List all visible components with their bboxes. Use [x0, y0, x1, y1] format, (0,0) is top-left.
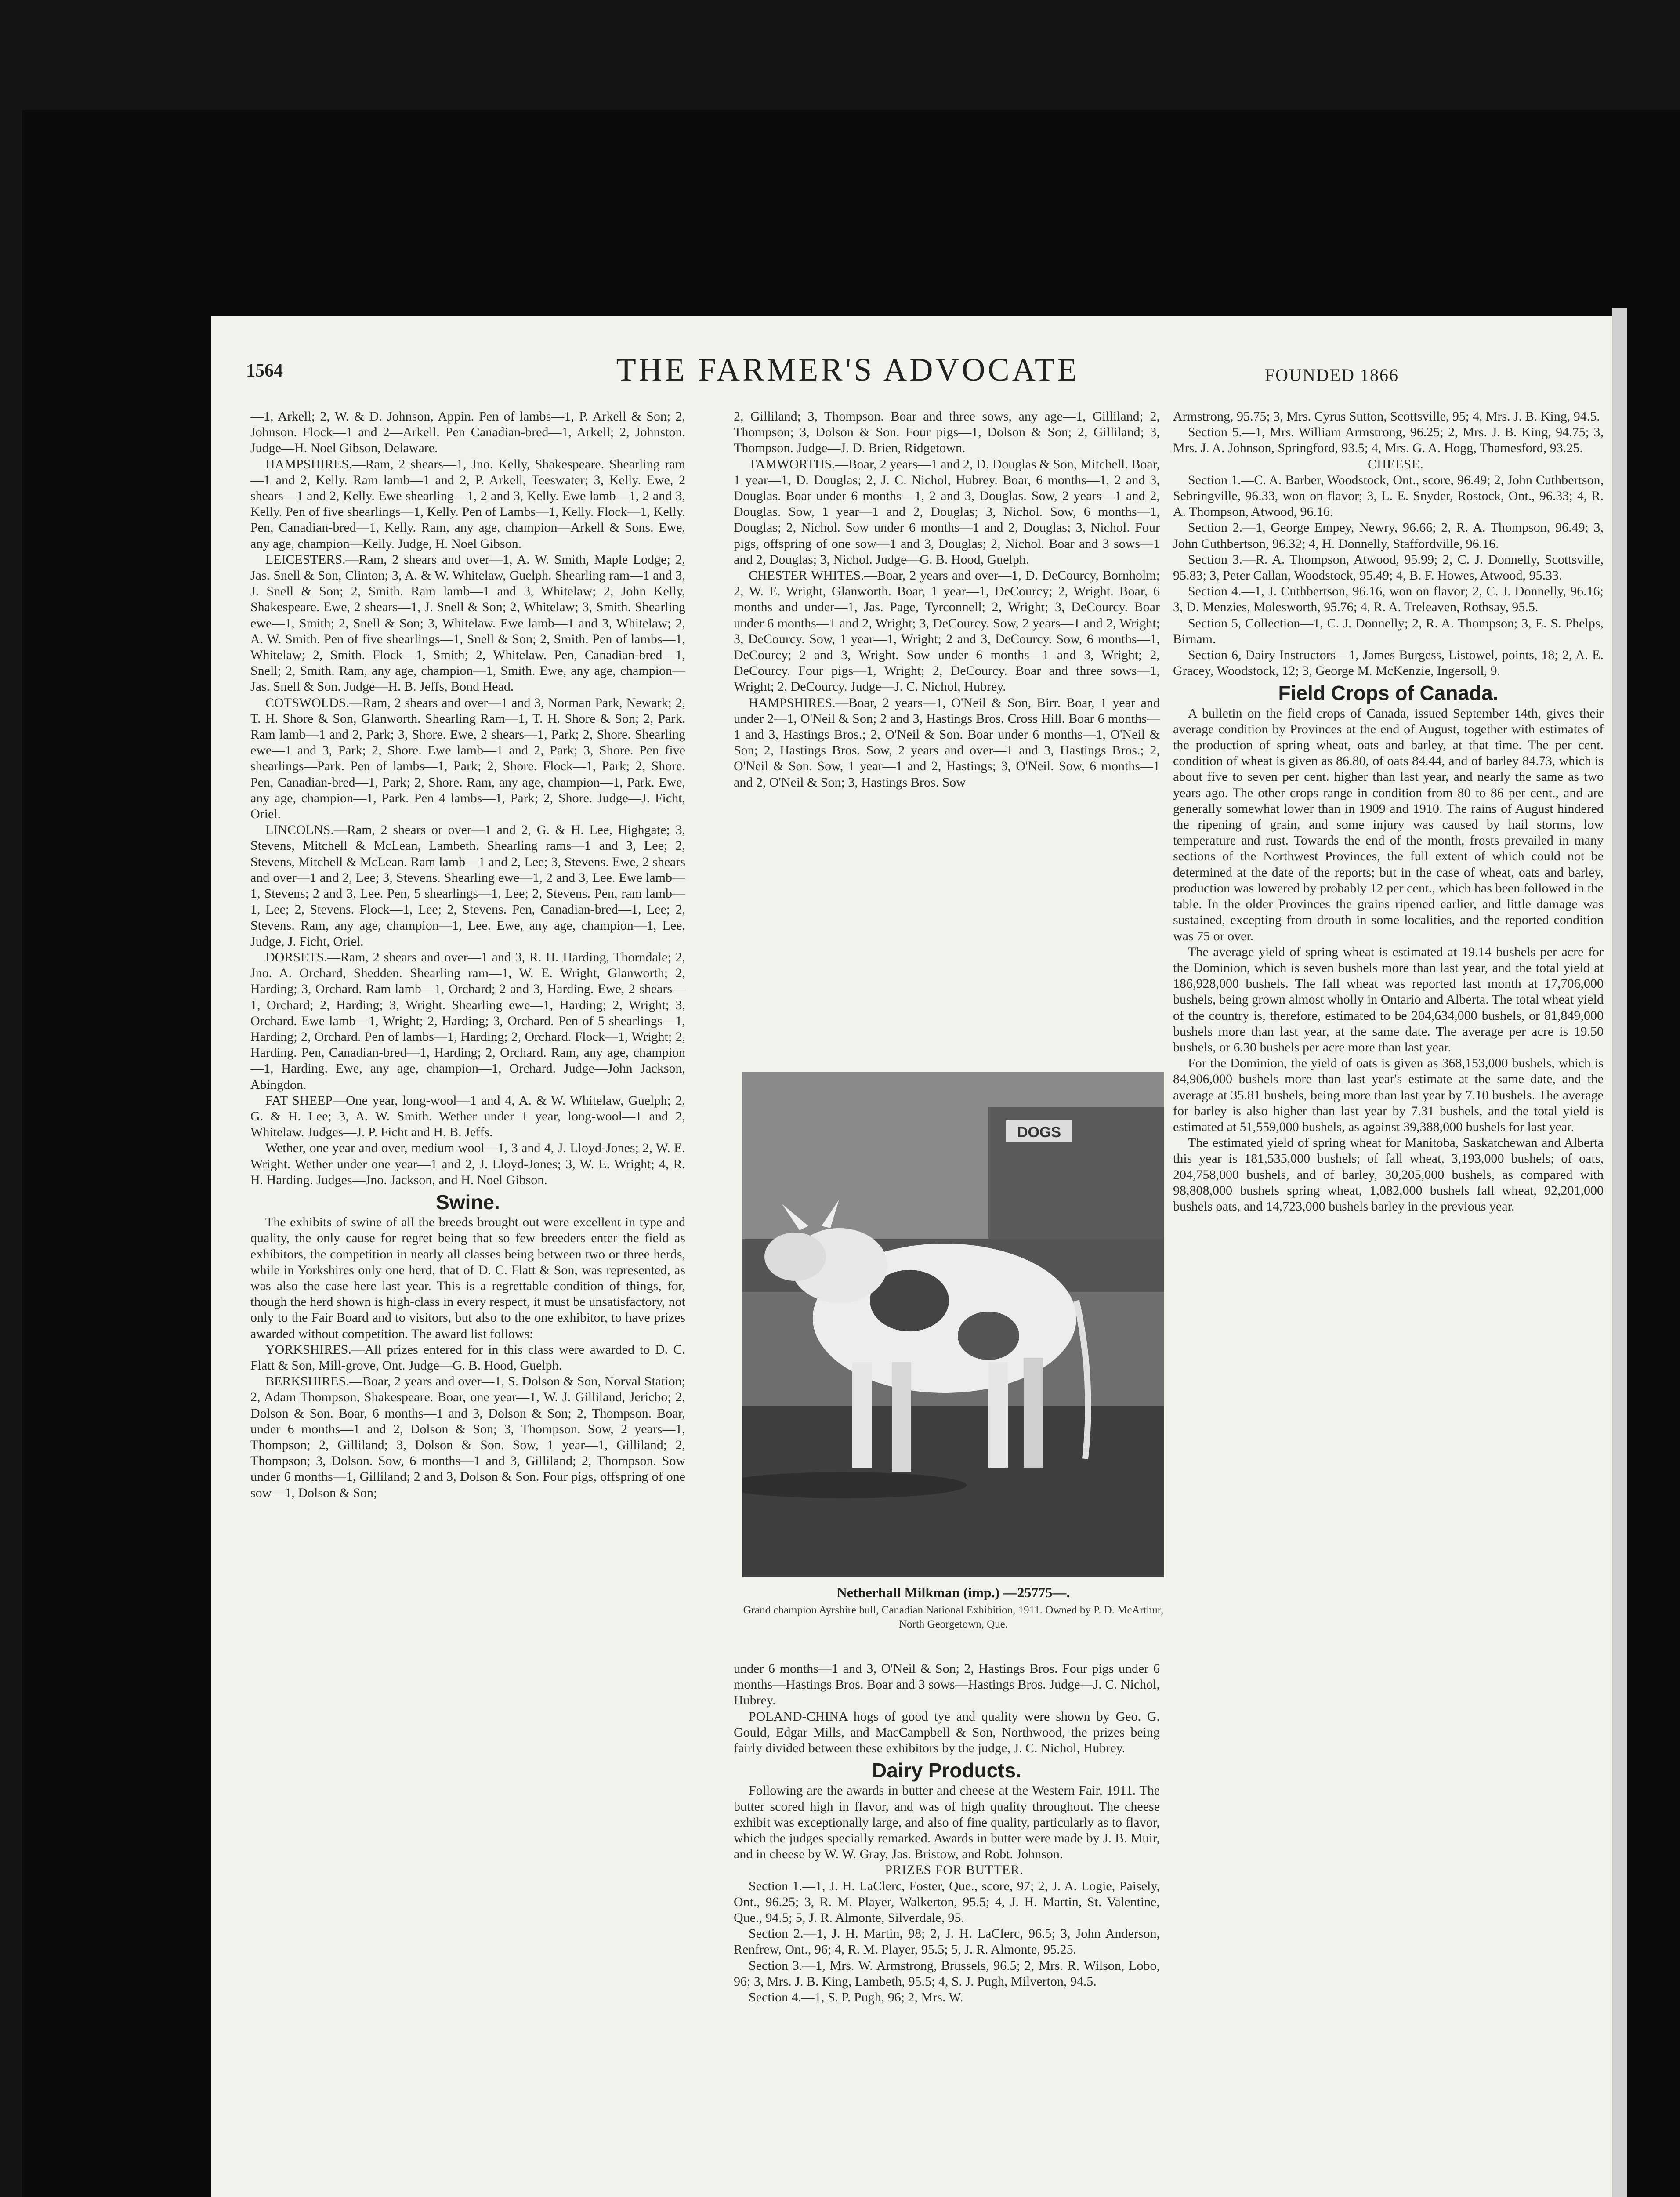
photo-caption-title: Netherhall Milkman (imp.) —25775—. [836, 1584, 1070, 1600]
paragraph: under 6 months—1 and 3, O'Neil & Son; 2, Hastings Bros. Four pigs under 6 months—Hastings Bros. Boar and 3 sows—Hastings Bros. Judge—J. C. Nichol, Hubrey. [734, 1661, 1160, 1708]
paragraph: Section 1.—1, J. H. LaClerc, Foster, Que., score, 97; 2, J. A. Logie, Paisely, Ont., 96.25; 3, R. M. Player, Walkerton, 95.5; 4, J. H. Martin, St. Valentine, Que., 94.5; 5, J. R. Almonte, Silverdale, 95. [734, 1878, 1160, 1925]
paragraph: Following are the awards in butter and cheese at the Western Fair, 1911. The butter scored high in flavor, and was of high quality throughout. The cheese exhibit was exceptionally large, and also of fine quality, particularly as to flavor, which the judges specially remarked. Awards in butter were made by J. B. Muir, and in cheese by W. W. Gray, Jas. Bristow, and Robt. Johnson. [734, 1783, 1160, 1862]
paragraph: Section 6, Dairy Instructors—1, James Burgess, Listowel, points, 18; 2, A. E. Gracey, Woodstock, 12; 3, George M. McKenzie, Ingersoll, 9. [1173, 648, 1604, 678]
subheading-cheese: CHEESE. [1368, 457, 1424, 471]
paragraph: LINCOLNS.—Ram, 2 shears or over—1 and 2, G. & H. Lee, Highgate; 3, Stevens, Mitchell & McLean, Lambeth. Shearling rams—1 and 3, Lee; 2, Stevens, Mitchell & McLean. Ram lamb—1 and 2, Lee; 3, Stevens. Ewe, 2 shears and over—1 and 2, Lee; 3, Stevens. Shearling ewe—1, 2 and 3, Lee. Ewe lamb—1, Stevens; 2 and 3, Lee. Pen, 5 shearlings—1, Lee; 2, Stevens. Pen, ram lamb—1, Lee; 2, Stevens. Flock—1, Lee; 2, Stevens. Pen, Canadian-bred—1, Lee; 2, Stevens. Ram, any age, champion—1, Lee. Ewe, any age, champion—1, Lee. Judge, J. Ficht, Oriel. [250, 823, 685, 949]
paragraph: The estimated yield of spring wheat for Manitoba, Saskatchewan and Alberta this year is 181,535,000 bushels; of fall wheat, 3,193,000 bushels; of oats, 204,758,000 bushels, and of barley, 30,205,000 bushels, as compared with 98,808,000 bushels spring wheat, 1,082,000 bushels fall wheat, 92,201,000 bushels oats, and 14,723,000 bushels barley in the previous year. [1173, 1135, 1604, 1214]
photo-figure [742, 1072, 1164, 1639]
bull-illustration [742, 1072, 1164, 1577]
paragraph: 2, Gilliland; 3, Thompson. Boar and three sows, any age—1, Gilliland; 2, Thompson; 3, Dolson & Son. Four pigs—1, Dolson & Son; 2, Gilliland; 3, Thompson. Judge—J. D. Brien, Ridgetown. [734, 409, 1160, 456]
middle-column-bottom [734, 1661, 1160, 2005]
paragraph: DORSETS.—Ram, 2 shears and over—1 and 3, R. H. Harding, Thorndale; 2, Jno. A. Orchard, Shedden. Shearling ram—1, W. E. Wright, Glanworth; 2, Harding; 3, Orchard. Ram lamb—1, Orchard; 2 and 3, Harding. Ewe, 2 shears—1, Orchard; 2, Harding; 3, Wright. Shearling ewe—1, Harding; 2, Wright; 3, Orchard. Ewe lamb—1, Wright; 2, Harding; 3, Orchard. Pen of 5 shearlings—1, Harding; 2, Orchard. Pen of lambs—1, Harding; 2, Orchard. Flock—1, Wright; 2, Harding. Pen, Canadian-bred—1, Harding; 2, Orchard. Ram, any age, champion—1, Harding. Ewe, any age, champion—1, Orchard. Judge—John Jackson, Abingdon. [250, 950, 685, 1092]
paragraph: POLAND-CHINA hogs of good tye and quality were shown by Geo. G. Gould, Edgar Mills, and MacCampbell & Son, Northwood, the prizes being fairly divided between these exhibitors by the judge, J. C. Nichol, Hubrey. [734, 1709, 1160, 1756]
paragraph: HAMPSHIRES.—Boar, 2 years—1, O'Neil & Son, Birr. Boar, 1 year and under 2—1, O'Neil & Son; 2 and 3, Hastings Bros. Cross Hill. Boar 6 months—1 and 3, Hastings Bros.; 2, O'Neil & Son. Boar under 6 months—1, O'Neil & Son; 2, Hastings Bros. Sow, 2 years and over—1 and 3, Hastings Bros.; 2, O'Neil & Son. Sow, 1 year—1 and 2, Hastings; 3, O'Neil. Sow, 6 months—1 and 2, O'Neil & Son; 3, Hastings Bros. Sow [734, 695, 1160, 790]
section-heading-swine: Swine. [436, 1190, 500, 1214]
masthead-title: THE FARMER'S ADVOCATE [616, 352, 1080, 388]
right-column [1173, 409, 1604, 1215]
paragraph: Section 5, Collection—1, C. J. Donnelly; 2, R. A. Thompson; 3, E. S. Phelps, Birnam. [1173, 616, 1604, 646]
paragraph: A bulletin on the field crops of Canada, issued September 14th, gives their average condition by Provinces at the end of August, together with estimates of the production of spring wheat, oats and barley, at that time. The per cent. condition of wheat is given as 86.80, of oats 84.44, and of barley 84.73, which is about five to seven per cent. higher than last year, and nearly the same as two years ago. The other crops range in condition from 80 to 86 per cent., and are generally somewhat lower than in 1909 and 1910. The rains of August hindered the ripening of grain, and some injury was caused by hail storms, low temperature and rust. Towards the end of the month, frosts prevailed in many sections of the Northwest Provinces, the full extent of which could not be determined at the date of the reports; but in the case of wheat, oats and barley, production was lowered by probably 12 per cent., which has been followed in the table. In the older Provinces the grains ripened earlier, and little damage was sustained, excepting from drouth in some localities, and the reported condition was 75 or over. [1173, 706, 1604, 943]
binding-strip [1612, 308, 1627, 2197]
subheading-butter: PRIZES FOR BUTTER. [885, 1863, 1024, 1878]
section-heading-dairy: Dairy Products. [872, 1759, 1021, 1782]
paragraph: COTSWOLDS.—Ram, 2 shears and over—1 and 3, Norman Park, Newark; 2, T. H. Shore & Son, Glanworth. Shearling Ram—1, T. H. Shore & Son; 2, Park. Ram lamb—1 and 2, Park; 3, Shore. Ewe, 2 shears—1, Park; 2, Shore. Shearling ewe—1 and 3, Park; 2, Shore. Ewe lamb—1 and 2, Park; 3, Shore. Pen five shearlings—Park. Pen of lambs—1, Park; 2, Shore. Flock—1, Park; 2, Shore. Pen, Canadian-bred—1, Park; 2, Shore. Ram, any age, champion—1, Park. Ewe, any age, champion—1, Park. Pen 4 lambs—1, Park; 2, Shore. Judge—J. Ficht, Oriel. [250, 695, 685, 822]
paragraph: —1, Arkell; 2, W. & D. Johnson, Appin. Pen of lambs—1, P. Arkell & Son; 2, Johnson. Flock—1 and 2—Arkell. Pen Canadian-bred—1, Arkell; 2, Johnston. Judge—H. Noel Gibson, Delaware. [250, 409, 685, 456]
paragraph: The average yield of spring wheat is estimated at 19.14 bushels per acre for the Dominion, which is seven bushels more than last year, and the total yield at 186,928,000 bushels. The fall wheat was reported last month at 17,706,000 bushels, being grown almost wholly in Ontario and Alberta. The total wheat yield of the country is, therefore, estimated to be 204,634,000 bushels, or 81,849,000 bushels more than last year, at the same date. The average per acre is 19.50 bushels, or 6.30 bushels per acre more than last year. [1173, 944, 1604, 1055]
paragraph: The exhibits of swine of all the breeds brought out were excellent in type and quality, the only cause for regret being that so few breeders enter the field as exhibitors, the competition in nearly all classes being between two or three herds, while in Yorkshires only one herd, that of D. C. Flatt & Son, was represented, as was also the case here last year. This is a regrettable condition of things, for, though the herd shown is high-class in every respect, it must be unsatisfactory, not only to the Fair Board and to visitors, but also to the one exhibitor, to have prizes awarded without competition. The award list follows: [250, 1215, 685, 1341]
paragraph: CHESTER WHITES.—Boar, 2 years and over—1, D. DeCourcy, Bornholm; 2, W. E. Wright, Glanworth. Boar, 1 year—1, DeCourcy; 2, Wright. Boar, 6 months and under—1, Jas. Page, Tyrconnell; 2, Wright; 3, DeCourcy. Boar under 6 months—1 and 2, Wright; 3, DeCourcy. Sow, 2 years—1 and 2, Wright; 3, DeCourcy. Sow, 1 year—1, Wright; 2 and 3, DeCourcy. Sow, 6 months—1, DeCourcy; 2 and 3, Wright. Sow under 6 months—1 and 3, Wright; 2, DeCourcy. Four pigs—1, Wright; 2, DeCourcy. Boar and three sows—1, Wright; 2, DeCourcy. Judge—J. C. Nichol, Hubrey. [734, 568, 1160, 694]
paragraph: FAT SHEEP—One year, long-wool—1 and 4, A. & W. Whitelaw, Guelph; 2, G. & H. Lee; 3, A. W. Smith. Wether under 1 year, long-wool—1 and 2, Whitelaw. Judges—J. P. Ficht and H. B. Jeffs. [250, 1093, 685, 1140]
left-column [250, 409, 685, 1501]
middle-column-top [734, 409, 1160, 790]
paragraph: Section 3.—R. A. Thompson, Atwood, 95.99; 2, C. J. Donnelly, Scottsville, 95.83; 3, Peter Callan, Woodstock, 95.49; 4, B. F. Howes, Atwood, 95.33. [1173, 552, 1604, 583]
paragraph: Wether, one year and over, medium wool—1, 3 and 4, J. Lloyd-Jones; 2, W. E. Wright. Wether under one year—1 and 2, J. Lloyd-Jones; 3, W. E. Wright; 4, R. H. Harding. Judges—Jno. Jackson, and H. Noel Gibson. [250, 1141, 685, 1187]
founded-label: FOUNDED 1866 [1264, 365, 1399, 385]
photo-caption-subtitle: Grand champion Ayrshire bull, Canadian National Exhibition, 1911. Owned by P. D. McArthur, North Georgetown, Que. [743, 1604, 1164, 1630]
paragraph: Section 5.—1, Mrs. William Armstrong, 96.25; 2, Mrs. J. B. King, 94.75; 3, Mrs. J. A. Johnson, Springford, 93.5; 4, Mrs. G. A. Hogg, Thamesford, 93.25. [1173, 425, 1604, 456]
paragraph: BERKSHIRES.—Boar, 2 years and over—1, S. Dolson & Son, Norval Station; 2, Adam Thompson, Shakespeare. Boar, one year—1, W. J. Gilliland, Jericho; 2, Dolson & Son. Boar, 6 months—1 and 3, Dolson & Son; 2, Thompson. Boar, under 6 months—1 and 2, Dolson & Son; 3, Thompson. Sow, 2 years—1, Thompson; 2, Gilliland; 3, Dolson & Son. Sow, 1 year—1, Gilliland; 2, Thompson; 3, Dolson. Sow, 6 months—1 and 3, Gilliland; 2, Thompson. Sow under 6 months—1, Gilliland; 2 and 3, Dolson & Son. Four pigs, offspring of one sow—1, Dolson & Son; [250, 1374, 685, 1500]
paragraph: Section 3.—1, Mrs. W. Armstrong, Brussels, 96.5; 2, Mrs. R. Wilson, Lobo, 96; 3, Mrs. J. B. King, Lambeth, 95.5; 4, S. J. Pugh, Milverton, 94.5. [734, 1958, 1160, 1989]
page-number: 1564 [246, 361, 283, 381]
paragraph: Section 1.—C. A. Barber, Woodstock, Ont., score, 96.49; 2, John Cuthbertson, Sebringville, 96.33, won on flavor; 3, L. E. Snyder, Rostock, Ont., 96.33; 4, R. A. Thompson, Atwood, 96.16. [1173, 472, 1604, 519]
paragraph: HAMPSHIRES.—Ram, 2 shears—1, Jno. Kelly, Shakespeare. Shearling ram—1 and 2, Kelly. Ram lamb—1 and 2, P. Arkell, Teeswater; 3, Kelly. Ewe, 2 shears—1 and 2, Kelly. Ewe shearling—1, 2 and 3, Kelly. Ewe lamb—1, 2 and 3, Kelly. Pen of five shearlings—1, Kelly. Pen of Lambs—1, Kelly. Flock—1, Kelly. Pen, Canadian-bred—1, Kelly. Ram, any age, champion—Arkell & Sons. Ewe, any age, champion—Kelly. Judge, H. Noel Gibson. [250, 457, 685, 551]
sign-text: DOGS [1017, 1124, 1061, 1141]
paragraph: Section 2.—1, George Empey, Newry, 96.66; 2, R. A. Thompson, 96.49; 3, John Cuthbertson, 96.32; 4, H. Donnelly, Staffordville, 96.16. [1173, 520, 1604, 551]
paragraph: Section 2.—1, J. H. Martin, 98; 2, J. H. LaClerc, 96.5; 3, John Anderson, Renfrew, Ont., 96; 4, R. M. Player, 95.5; 5, J. R. Almonte, 95.25. [734, 1926, 1160, 1957]
paragraph: Armstrong, 95.75; 3, Mrs. Cyrus Sutton, Scottsville, 95; 4, Mrs. J. B. King, 94.5. [1173, 409, 1600, 424]
paragraph: LEICESTERS.—Ram, 2 shears and over—1, A. W. Smith, Maple Lodge; 2, Jas. Snell & Son, Clinton; 3, A. & W. Whitelaw, Guelph. Shearling ram—1 and 3, J. Snell & Son; 2, Smith. Ram lamb—1 and 3, Whitelaw; 2, John Kelly, Shakespeare. Ewe, 2 shears—1, J. Snell & Son; 2, Whitelaw; 3, Smith. Shearling ewe—1, Smith; 2, Snell & Son; 3, Whitelaw. Ewe lamb—1 and 3, Whitelaw; 2, A. W. Smith. Pen of five shearlings—1, Snell & Son; 2, Smith. Pen of lambs—1, Whitelaw; 2, Smith. Flock—1, Smith; 2, Whitelaw. Pen, Canadian-bred—1, Snell; 2, Smith. Ram, any age, champion—1, Smith. Ewe, any age, champion—Jas. Snell & Son. Judge—H. B. Jeffs, Bond Head. [250, 552, 685, 694]
paragraph: TAMWORTHS.—Boar, 2 years—1 and 2, D. Douglas & Son, Mitchell. Boar, 1 year—1, D. Douglas; 2, J. C. Nichol, Hubrey. Boar, 6 months—1, 2 and 3, Douglas. Boar under 6 months—1, 2 and 3, Douglas. Sow, 2 years—1 and 2, Douglas. Sow, 1 year—1 and 2, Douglas; 3, Nichol. Sow, 6 months—1, Douglas; 2, Nichol. Sow under 6 months—1 and 2, Douglas; 3, Nichol. Four pigs, offspring of one sow—1 and 3, Douglas; 2, Nichol. Boar and 3 sows—1 and 2, Douglas; 3, Nichol. Judge—G. B. Hood, Guelph. [734, 457, 1160, 567]
paragraph: Section 4.—1, J. Cuthbertson, 96.16, won on flavor; 2, C. J. Donnelly, 96.16; 3, D. Menzies, Molesworth, 95.76; 4, R. A. Treleaven, Rothsay, 95.5. [1173, 584, 1604, 615]
paragraph: YORKSHIRES.—All prizes entered for in this class were awarded to D. C. Flatt & Son, Mill-grove, Ont. Judge—G. B. Hood, Guelph. [250, 1342, 685, 1373]
paragraph: For the Dominion, the yield of oats is given as 368,153,000 bushels, which is 84,906,000 bushels more than last year's estimate at the same date, and the average at 35.81 bushels, being more than last year by 7.10 bushels. The average for barley is also higher than last year by 7.31 bushels, and the total yield is estimated at 51,559,000 bushels, as against 39,388,000 bushels for last year. [1173, 1056, 1604, 1134]
paragraph: Section 4.—1, S. P. Pugh, 96; 2, Mrs. W. [749, 1990, 963, 2005]
bull-photograph [742, 1072, 1164, 1577]
section-heading-field-crops: Field Crops of Canada. [1278, 682, 1499, 705]
